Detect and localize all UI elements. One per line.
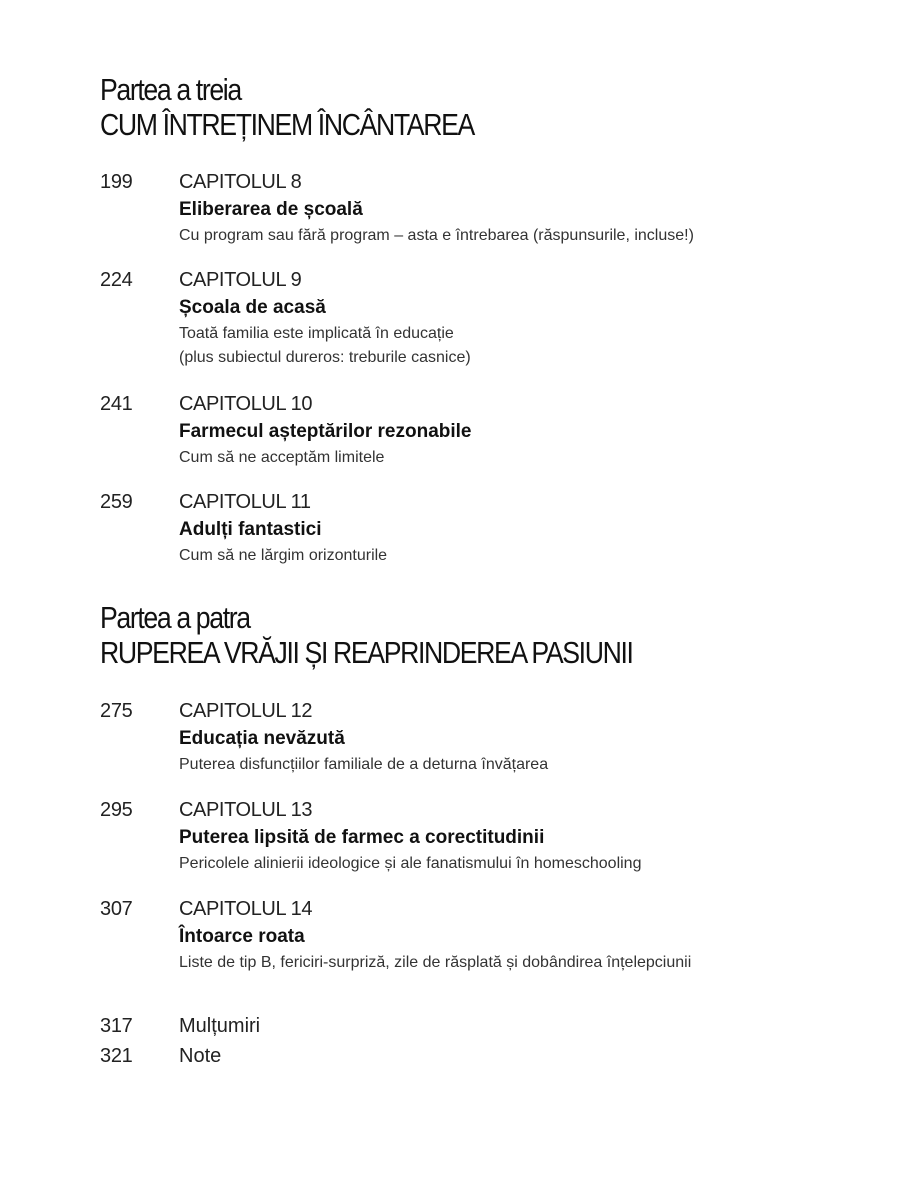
entry-body [179,1011,879,1041]
part-title: Partea a patra [100,600,250,635]
chapter-description: Liste de tip B, fericiri-surpriză, zile de răsplată și dobândirea înțelepciunii [179,954,692,971]
chapter-body [179,390,879,470]
entry-body [179,1041,879,1071]
chapter-label: CAPITOLUL 14 [179,898,313,920]
chapter-description: Pericolele alinierii ideologice și ale fanatismului în homeschooling [179,855,642,872]
page-number: 259 [100,491,133,513]
page-number: 224 [100,269,133,291]
chapter-label: CAPITOLUL 13 [179,799,313,821]
part-subtitle: RUPEREA VRĂJII ȘI REAPRINDEREA PASIUNII [100,635,633,670]
part-four-heading [100,600,719,670]
page-number: 321 [100,1045,133,1067]
page-number: 275 [100,700,133,722]
chapter-title: Școala de acasă [179,297,326,318]
part-three-heading [100,72,535,142]
page-number: 307 [100,898,133,920]
chapter-description: Puterea disfuncțiilor familiale de a deturna învățarea [179,756,549,773]
page-number: 295 [100,799,133,821]
chapter-body [179,895,879,975]
part-title: Partea a treia [100,72,241,107]
chapter-label: CAPITOLUL 9 [179,269,302,291]
chapter-label: CAPITOLUL 12 [179,700,313,722]
chapter-body [179,168,879,248]
chapter-label: CAPITOLUL 10 [179,393,313,415]
entry-label: Mulțumiri [179,1015,261,1037]
chapter-title: Adulți fantastici [179,519,322,540]
chapter-description: Cum să ne acceptăm limitele [179,449,385,466]
chapter-label: CAPITOLUL 8 [179,171,302,193]
chapter-body [179,488,879,568]
chapter-title: Întoarce roata [179,926,305,947]
chapter-description: Cu program sau fără program – asta e întrebarea (răspunsurile, incluse!) [179,227,694,244]
chapter-title: Eliberarea de școală [179,199,363,220]
page-number: 199 [100,171,133,193]
chapter-description: (plus subiectul dureros: treburile casnice) [179,349,471,366]
chapter-title: Educația nevăzută [179,728,345,749]
chapter-description: Cum să ne lărgim orizonturile [179,547,388,564]
chapter-body [179,266,879,370]
page-number: 241 [100,393,133,415]
chapter-label: CAPITOLUL 11 [179,491,311,513]
part-subtitle: CUM ÎNTREȚINEM ÎNCÂNTAREA [100,107,474,142]
chapter-title: Puterea lipsită de farmec a corectitudinii [179,827,545,848]
chapter-title: Farmecul așteptărilor rezonabile [179,421,472,442]
page-number: 317 [100,1015,133,1037]
chapter-description: Toată familia este implicată în educație [179,325,454,342]
chapter-body [179,697,879,777]
entry-label: Note [179,1045,222,1067]
chapter-body [179,796,879,876]
